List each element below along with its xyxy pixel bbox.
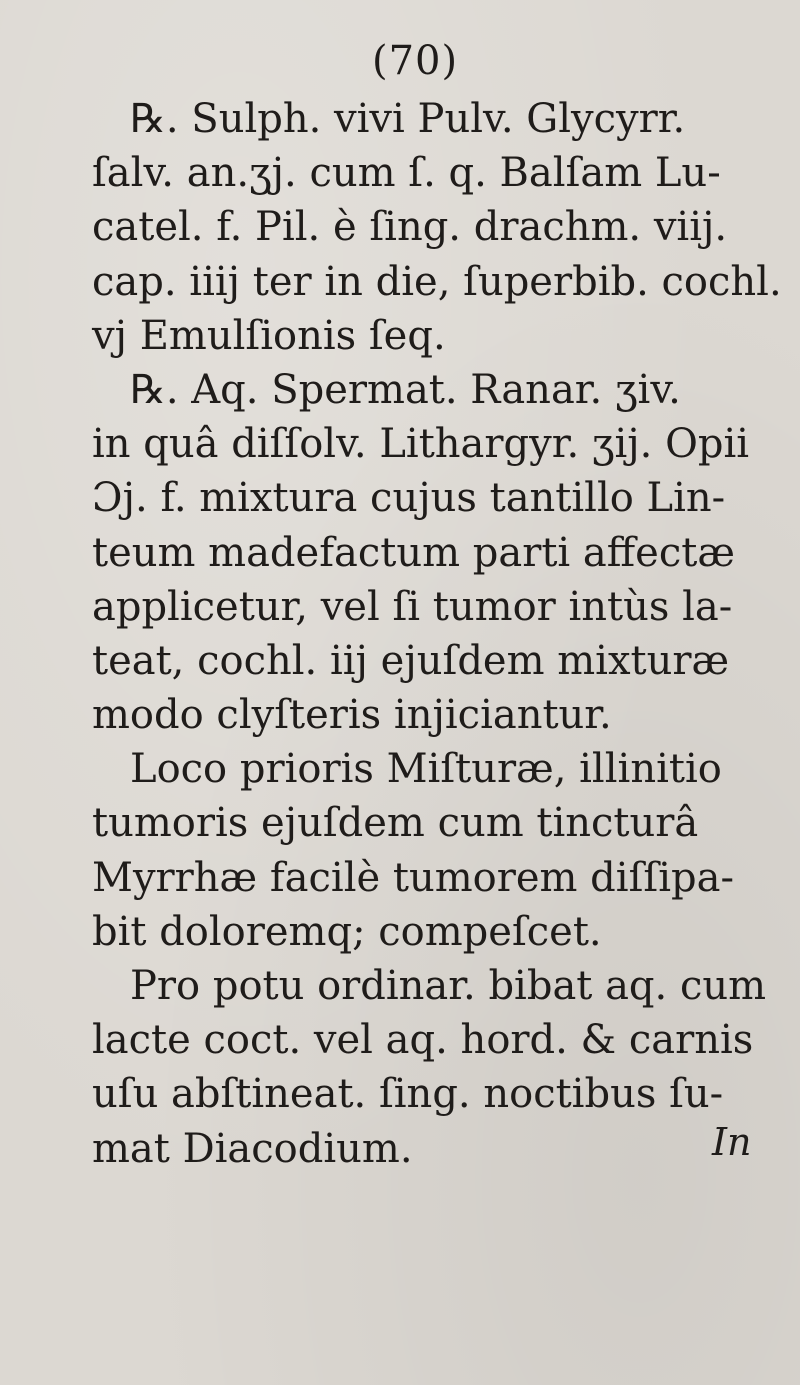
catchword: In: [712, 1120, 752, 1164]
text-line: uſu abſtineat. ſing. noctibus ſu-: [92, 1071, 724, 1118]
text-line: ſalv. an.ʒj. cum ſ. q. Balſam Lu-: [92, 150, 721, 197]
text-line: lacte coct. vel aq. hord. & carnis: [92, 1017, 754, 1064]
text-line: applicetur, vel ſi tumor intùs la-: [92, 583, 733, 630]
text-line: ℞. Aq. Spermat. Ranar. ʒiv.: [130, 366, 681, 413]
text-line: tumoris ejuſdem cum tincturâ: [92, 800, 699, 847]
text-line: modo clyſteris injiciantur.: [92, 692, 612, 739]
text-line: bit doloremq; compeſcet.: [92, 908, 602, 955]
text-line: Pro potu ordinar. bibat aq. cum: [130, 963, 767, 1009]
text-line: mat Diacodium.: [92, 1125, 413, 1172]
text-line: vj Emulſionis ſeq.: [92, 312, 446, 359]
page-number: (70): [372, 38, 459, 84]
text-line: ℞. Sulph. vivi Pulv. Glycyrr.: [130, 96, 686, 142]
text-line: cap. iiij ter in die, ſuperbib. cochl.: [92, 258, 782, 305]
text-line: catel. f. Pil. è ſing. drachm. viij.: [92, 204, 728, 251]
body-text: [92, 92, 782, 1176]
text-line: Ɔj. f. mixtura cujus tantillo Lin-: [92, 475, 726, 522]
text-line: in quâ diſſolv. Lithargyr. ʒij. Opii: [92, 421, 750, 468]
text-line: Loco prioris Miſturæ, illinitio: [130, 746, 722, 793]
text-line: Myrrhæ facilè tumorem diſſipa-: [92, 854, 734, 901]
text-line: teum madefactum parti affectæ: [92, 529, 735, 576]
text-line: teat, cochl. iij ejuſdem mixturæ: [92, 637, 730, 684]
